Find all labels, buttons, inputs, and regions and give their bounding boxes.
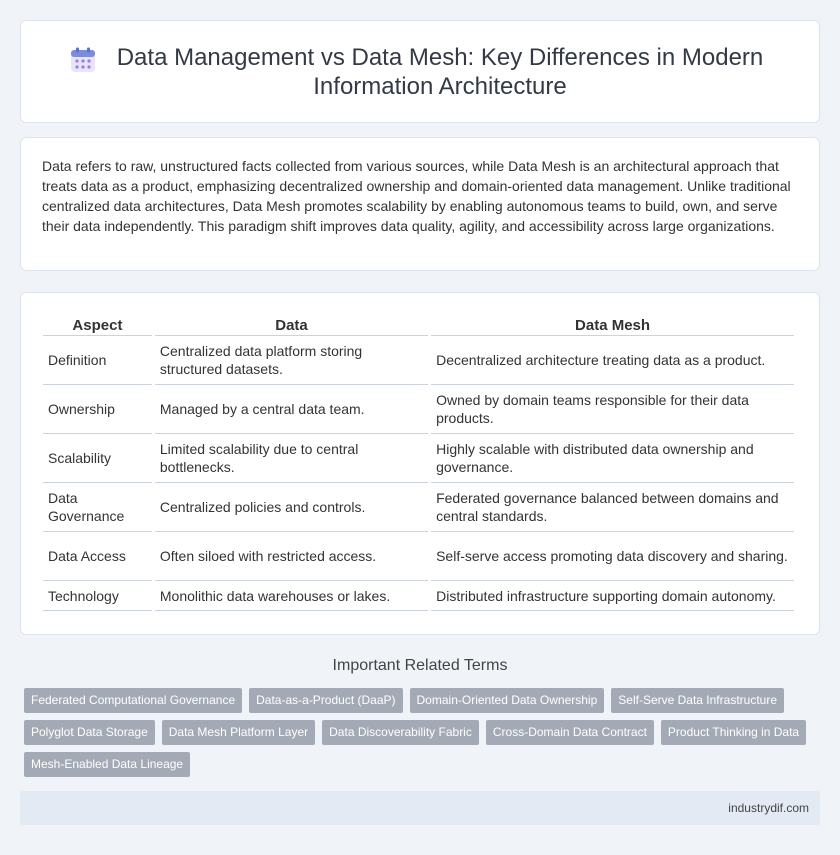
calendar-grid-icon — [70, 47, 96, 73]
comparison-table — [40, 313, 797, 611]
cell-aspect: Definition — [43, 336, 152, 385]
table-row — [43, 336, 794, 385]
cell-data: Centralized data platform storing structured datasets. — [155, 336, 428, 385]
term-tag[interactable]: Polyglot Data Storage — [24, 720, 155, 745]
header-data: Data — [155, 313, 428, 336]
cell-aspect: Ownership — [43, 385, 152, 434]
cell-data: Monolithic data warehouses or lakes. — [155, 581, 428, 611]
cell-data-mesh: Highly scalable with distributed data ownership and governance. — [431, 434, 794, 483]
footer — [20, 791, 820, 825]
term-tag[interactable]: Data-as-a-Product (DaaP) — [249, 688, 402, 713]
cell-aspect: Data Access — [43, 532, 152, 581]
cell-data: Often siloed with restricted access. — [155, 532, 428, 581]
cell-data-mesh: Self-serve access promoting data discovery and sharing. — [431, 532, 794, 581]
cell-aspect: Technology — [43, 581, 152, 611]
term-tag[interactable]: Mesh-Enabled Data Lineage — [24, 752, 190, 777]
term-tag[interactable]: Data Discoverability Fabric — [322, 720, 479, 745]
header-aspect: Aspect — [43, 313, 152, 336]
term-tag[interactable]: Federated Computational Governance — [24, 688, 242, 713]
cell-data: Centralized policies and controls. — [155, 483, 428, 532]
header-data-mesh: Data Mesh — [431, 313, 794, 336]
cell-data-mesh: Federated governance balanced between domains and central standards. — [431, 483, 794, 532]
table-row — [43, 483, 794, 532]
cell-data-mesh: Decentralized architecture treating data as a product. — [431, 336, 794, 385]
table-row — [43, 581, 794, 611]
term-tag[interactable]: Domain-Oriented Data Ownership — [410, 688, 605, 713]
intro-paragraph: Data refers to raw, unstructured facts collected from various sources, while Data Mesh is an architectural approach that treats data as a product, emphasizing decentralized ownership and domain-oriented data management. Unlike traditional centralized data architectures, Data Mesh promotes scalability by enabling autonomous teams to build, own, and serve their data independently. This paradigm shift improves data quality, agility, and accessibility across large organizations. — [42, 158, 791, 234]
cell-data: Managed by a central data team. — [155, 385, 428, 434]
intro-card — [20, 137, 820, 271]
term-tag[interactable]: Self-Serve Data Infrastructure — [611, 688, 784, 713]
cell-aspect: Scalability — [43, 434, 152, 483]
term-tag[interactable]: Product Thinking in Data — [661, 720, 806, 745]
footer-site-link[interactable]: industrydif.com — [728, 801, 809, 815]
cell-data: Limited scalability due to central bottlenecks. — [155, 434, 428, 483]
table-row — [43, 434, 794, 483]
table-header-row — [43, 313, 794, 336]
cell-aspect: Data Governance — [43, 483, 152, 532]
header-card — [20, 20, 820, 123]
term-tag[interactable]: Cross-Domain Data Contract — [486, 720, 654, 745]
table-row — [43, 385, 794, 434]
table-row — [43, 532, 794, 581]
cell-data-mesh: Owned by domain teams responsible for their data products. — [431, 385, 794, 434]
comparison-card — [20, 292, 820, 635]
related-terms-list — [24, 688, 824, 784]
term-tag[interactable]: Data Mesh Platform Layer — [162, 720, 315, 745]
page-title: Data Management vs Data Mesh: Key Differences in Modern Information Architecture — [116, 43, 764, 100]
cell-data-mesh: Distributed infrastructure supporting domain autonomy. — [431, 581, 794, 611]
related-terms-title: Important Related Terms — [332, 657, 508, 674]
